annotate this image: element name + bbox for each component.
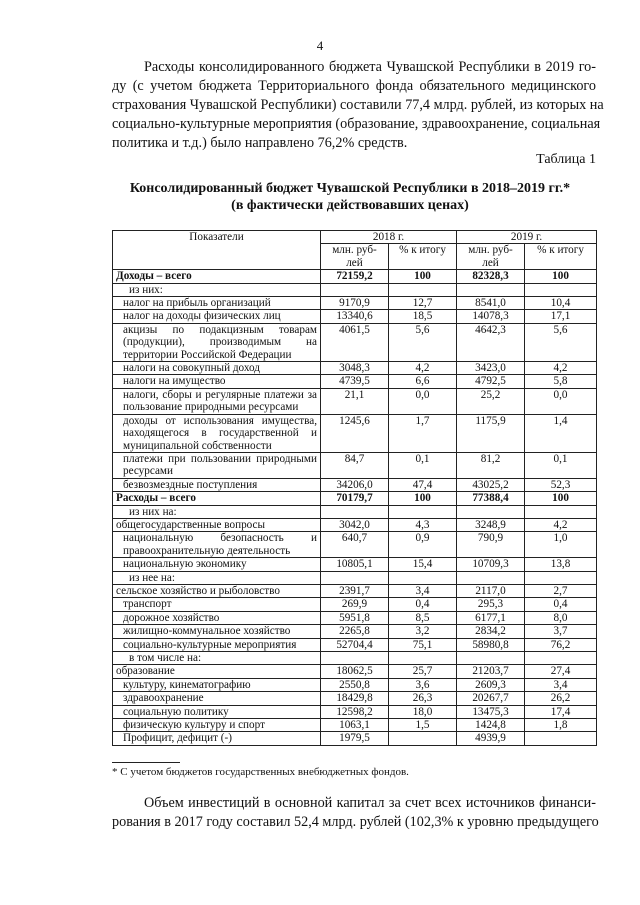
header-pct: % к итогу	[525, 244, 597, 270]
row-value: 3,4	[389, 584, 457, 597]
row-value: 4939,9	[457, 732, 525, 745]
row-label: социально-культурные мероприятия	[113, 638, 321, 651]
row-value: 295,3	[457, 598, 525, 611]
row-value: 72159,2	[321, 270, 389, 283]
header-mln: млн. руб-лей	[457, 244, 525, 270]
row-label: сельское хозяйство и рыболовство	[113, 584, 321, 597]
table-row	[113, 492, 597, 505]
row-value	[389, 505, 457, 518]
row-value: 75,1	[389, 638, 457, 651]
row-label: в том числе на:	[113, 652, 321, 665]
row-value: 8541,0	[457, 297, 525, 310]
row-value: 3,2	[389, 625, 457, 638]
table-row	[113, 571, 597, 584]
outro-line: рования в 2017 году составил 52,4 млрд. рублей (102,3% к уровню предыдущего	[112, 814, 599, 830]
row-value: 43025,2	[457, 478, 525, 491]
table-row	[113, 584, 597, 597]
table-row	[113, 611, 597, 624]
row-value	[525, 652, 597, 665]
row-label: Расходы – всего	[113, 492, 321, 505]
row-value: 0,9	[389, 532, 457, 558]
row-value: 100	[389, 492, 457, 505]
row-value: 5,6	[389, 323, 457, 361]
row-value	[457, 652, 525, 665]
header-mln: млн. руб-лей	[321, 244, 389, 270]
row-value: 4739,5	[321, 375, 389, 388]
row-label: налог на прибыль организаций	[113, 297, 321, 310]
table-row	[113, 478, 597, 491]
row-value: 76,2	[525, 638, 597, 651]
row-value	[525, 283, 597, 296]
row-label: социальную политику	[113, 705, 321, 718]
intro-line: страхования Чувашской Республики) составили 77,4 млрд. рублей, из которых на	[112, 97, 604, 113]
row-value: 18,0	[389, 705, 457, 718]
intro-line: Расходы консолидированного бюджета Чувашской Республики в 2019 го-	[144, 59, 596, 75]
footnote-divider	[112, 762, 180, 763]
row-value: 4,2	[525, 518, 597, 531]
table-row	[113, 678, 597, 691]
row-label: налог на доходы физических лиц	[113, 310, 321, 323]
row-value: 1,5	[389, 719, 457, 732]
row-value: 25,7	[389, 665, 457, 678]
row-value: 2117,0	[457, 584, 525, 597]
row-value: 47,4	[389, 478, 457, 491]
budget-table	[112, 230, 597, 746]
row-label: налоги на имущество	[113, 375, 321, 388]
row-value: 17,1	[525, 310, 597, 323]
row-value: 1,0	[525, 532, 597, 558]
row-label: из нее на:	[113, 571, 321, 584]
row-value: 70179,7	[321, 492, 389, 505]
row-label: из них:	[113, 283, 321, 296]
row-value: 9170,9	[321, 297, 389, 310]
footnote: * С учетом бюджетов государственных внебюджетных фондов.	[112, 766, 409, 778]
row-value: 0,0	[389, 388, 457, 414]
table-row	[113, 598, 597, 611]
row-value: 2,7	[525, 584, 597, 597]
table-row	[113, 518, 597, 531]
row-value: 52,3	[525, 478, 597, 491]
row-value: 3042,0	[321, 518, 389, 531]
table-row	[113, 638, 597, 651]
table-row	[113, 532, 597, 558]
row-value: 0,4	[389, 598, 457, 611]
row-value: 10805,1	[321, 558, 389, 571]
table-row	[113, 414, 597, 452]
row-value: 1,4	[525, 414, 597, 452]
row-label: Доходы – всего	[113, 270, 321, 283]
row-value: 18429,8	[321, 692, 389, 705]
row-value	[389, 283, 457, 296]
table-title-line: Консолидированный бюджет Чувашской Республики в 2018–2019 гг.*	[129, 181, 571, 196]
row-label: из них на:	[113, 505, 321, 518]
intro-line: ду (с учетом бюджета Территориального фонда обязательного медицинского	[112, 78, 596, 94]
intro-paragraph	[112, 58, 604, 153]
row-label: акцизы по подакцизным товарам (продукции), производимым на территории Российской Федерации	[113, 323, 321, 361]
table-row	[113, 719, 597, 732]
table-row	[113, 732, 597, 745]
row-value: 21,1	[321, 388, 389, 414]
row-value: 5,8	[525, 375, 597, 388]
table-row	[113, 625, 597, 638]
table-row	[113, 505, 597, 518]
row-value	[389, 652, 457, 665]
row-value: 4,2	[389, 362, 457, 375]
row-value	[321, 283, 389, 296]
header-year-2018: 2018 г.	[321, 231, 457, 244]
row-value: 4,2	[525, 362, 597, 375]
row-value: 640,7	[321, 532, 389, 558]
row-value: 18,5	[389, 310, 457, 323]
row-value: 52704,4	[321, 638, 389, 651]
row-value	[525, 505, 597, 518]
table-row	[113, 665, 597, 678]
row-value: 12,7	[389, 297, 457, 310]
row-value: 15,4	[389, 558, 457, 571]
row-value: 4061,5	[321, 323, 389, 361]
page-number: 4	[316, 38, 324, 53]
row-value: 2550,8	[321, 678, 389, 691]
row-value: 26,3	[389, 692, 457, 705]
row-value	[457, 505, 525, 518]
header-pct: % к итогу	[389, 244, 457, 270]
row-value: 1,8	[525, 719, 597, 732]
outro-paragraph	[112, 794, 599, 832]
row-value: 8,0	[525, 611, 597, 624]
row-value: 3,4	[525, 678, 597, 691]
row-value: 100	[525, 270, 597, 283]
row-value: 34206,0	[321, 478, 389, 491]
table-row	[113, 310, 597, 323]
row-label: жилищно-коммунальное хозяйство	[113, 625, 321, 638]
row-label: налоги, сборы и регулярные платежи за пользование природными ресурсами	[113, 388, 321, 414]
row-value	[321, 505, 389, 518]
table-row	[113, 452, 597, 478]
row-value: 13340,6	[321, 310, 389, 323]
row-value: 10709,3	[457, 558, 525, 571]
row-value: 2609,3	[457, 678, 525, 691]
row-value: 790,9	[457, 532, 525, 558]
row-value	[457, 571, 525, 584]
table-row	[113, 705, 597, 718]
intro-line: политика и т.д.) было направлено 76,2% средств.	[112, 135, 408, 151]
row-value: 77388,4	[457, 492, 525, 505]
row-value: 2834,2	[457, 625, 525, 638]
row-value: 5,6	[525, 323, 597, 361]
row-value: 2265,8	[321, 625, 389, 638]
row-value: 84,7	[321, 452, 389, 478]
table-row	[113, 375, 597, 388]
row-value: 13,8	[525, 558, 597, 571]
row-label: доходы от использования имущества, находящегося в государственной и муниципальной собственности	[113, 414, 321, 452]
row-value: 1063,1	[321, 719, 389, 732]
row-value: 4792,5	[457, 375, 525, 388]
row-value: 3048,3	[321, 362, 389, 375]
row-value	[389, 732, 457, 745]
row-value: 1245,6	[321, 414, 389, 452]
table-row	[113, 323, 597, 361]
intro-line: социально-культурные мероприятия (образование, здравоохранение, социальная	[112, 116, 601, 132]
table-body	[113, 270, 597, 746]
table-row	[113, 362, 597, 375]
row-value: 5951,8	[321, 611, 389, 624]
row-label: физическую культуру и спорт	[113, 719, 321, 732]
row-value: 21203,7	[457, 665, 525, 678]
row-value: 8,5	[389, 611, 457, 624]
row-label: общегосударственные вопросы	[113, 518, 321, 531]
row-value: 17,4	[525, 705, 597, 718]
table-row	[113, 652, 597, 665]
row-value: 18062,5	[321, 665, 389, 678]
table-row	[113, 270, 597, 283]
row-label: налоги на совокупный доход	[113, 362, 321, 375]
row-value: 1,7	[389, 414, 457, 452]
row-value: 0,1	[389, 452, 457, 478]
row-label: безвозмездные поступления	[113, 478, 321, 491]
table-row	[113, 558, 597, 571]
header-row	[113, 231, 597, 244]
table-row	[113, 692, 597, 705]
row-value: 6177,1	[457, 611, 525, 624]
table-row	[113, 388, 597, 414]
row-value: 3423,0	[457, 362, 525, 375]
row-label: национальную безопасность и правоохранительную деятельность	[113, 532, 321, 558]
row-value: 1424,8	[457, 719, 525, 732]
row-value: 3,6	[389, 678, 457, 691]
table-title	[0, 180, 640, 214]
row-value: 269,9	[321, 598, 389, 611]
table-label: Таблица 1	[536, 152, 596, 167]
row-value	[525, 571, 597, 584]
row-label: национальную экономику	[113, 558, 321, 571]
table-row	[113, 283, 597, 296]
row-value: 1175,9	[457, 414, 525, 452]
row-value: 0,0	[525, 388, 597, 414]
row-value: 4,3	[389, 518, 457, 531]
outro-line: Объем инвестиций в основной капитал за счет всех источников финанси-	[144, 795, 596, 811]
row-value: 12598,2	[321, 705, 389, 718]
row-label: культуру, кинематографию	[113, 678, 321, 691]
row-value: 27,4	[525, 665, 597, 678]
row-label: платежи при пользовании природными ресурсами	[113, 452, 321, 478]
row-value: 4642,3	[457, 323, 525, 361]
header-indicators: Показатели	[113, 231, 321, 270]
row-value: 10,4	[525, 297, 597, 310]
row-label: образование	[113, 665, 321, 678]
row-value: 58980,8	[457, 638, 525, 651]
row-value: 2391,7	[321, 584, 389, 597]
header-year-2019: 2019 г.	[457, 231, 597, 244]
row-value	[321, 652, 389, 665]
row-value: 20267,7	[457, 692, 525, 705]
row-value: 3248,9	[457, 518, 525, 531]
row-value: 1979,5	[321, 732, 389, 745]
row-label: транспорт	[113, 598, 321, 611]
row-value: 0,1	[525, 452, 597, 478]
table-title-line: (в фактически действовавших ценах)	[231, 198, 469, 213]
row-value: 100	[389, 270, 457, 283]
row-value: 100	[525, 492, 597, 505]
row-value: 81,2	[457, 452, 525, 478]
row-label: Профицит, дефицит (-)	[113, 732, 321, 745]
row-value: 14078,3	[457, 310, 525, 323]
row-value	[389, 571, 457, 584]
table-row	[113, 297, 597, 310]
row-value: 82328,3	[457, 270, 525, 283]
row-value	[457, 283, 525, 296]
row-value: 13475,3	[457, 705, 525, 718]
row-label: здравоохранение	[113, 692, 321, 705]
row-value: 6,6	[389, 375, 457, 388]
row-value: 26,2	[525, 692, 597, 705]
row-value	[321, 571, 389, 584]
row-value: 0,4	[525, 598, 597, 611]
row-label: дорожное хозяйство	[113, 611, 321, 624]
row-value: 3,7	[525, 625, 597, 638]
row-value	[525, 732, 597, 745]
row-value: 25,2	[457, 388, 525, 414]
